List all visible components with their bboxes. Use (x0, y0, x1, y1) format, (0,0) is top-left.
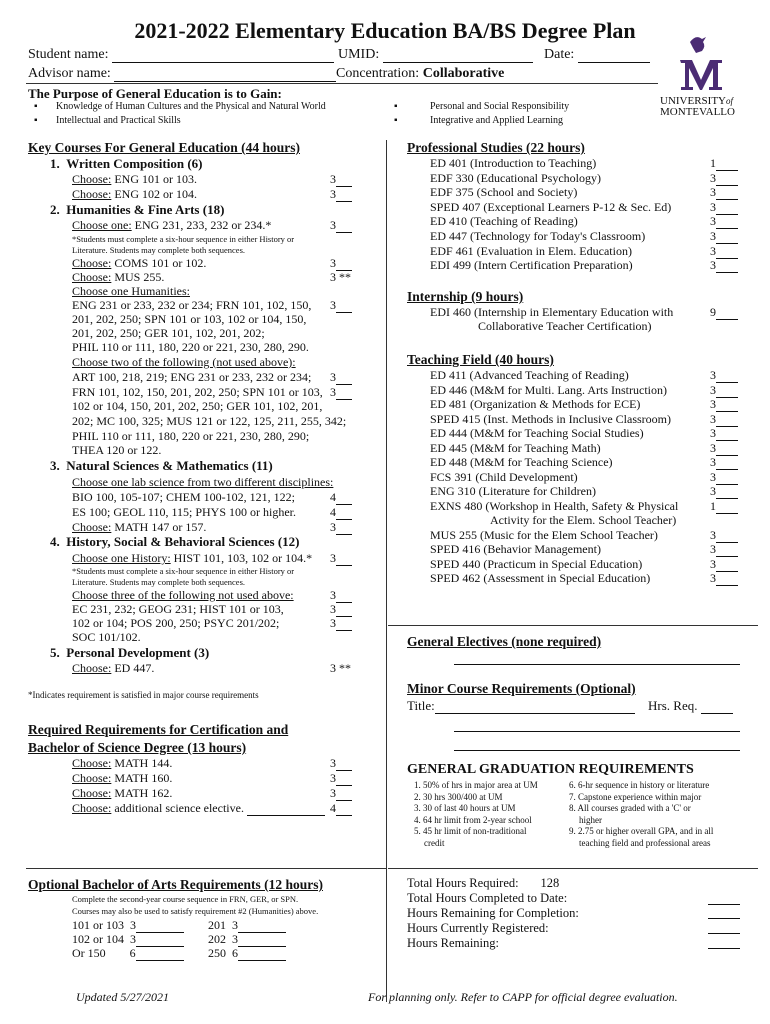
hours-blank[interactable]: 3 (330, 370, 352, 385)
section-rule (388, 868, 758, 869)
purpose-bullet: ▪ Integrative and Applied Learning (394, 115, 564, 126)
hours-blank[interactable]: 3 (330, 602, 352, 617)
purpose-bullet: ▪ Intellectual and Practical Skills (34, 115, 181, 126)
course-line: 102 or 104; POS 200, 250; PSYC 201/202; (72, 616, 280, 630)
minor-title-field[interactable]: Title: (407, 698, 635, 714)
date-label: Date: (544, 47, 575, 62)
course-line: SPED 415 (Inst. Methods in Inclusive Classroom) (430, 411, 671, 426)
graduation-item: 7. Capstone experience within major (569, 791, 702, 802)
hours-blank[interactable]: 3 (710, 200, 738, 215)
course-line: EDF 375 (School and Society) (430, 185, 578, 200)
hours-blank[interactable]: 3 (710, 214, 738, 229)
course-line: Choose two of the following (not used above): (72, 355, 296, 369)
course-line: Choose: MATH 162. (72, 786, 173, 800)
hours-blank[interactable]: 9 (710, 305, 738, 320)
section-rule (388, 625, 758, 626)
course-line: Choose one lab science from two different disciplines: (72, 475, 334, 489)
course-line: Choose one Humanities: (72, 284, 190, 298)
graduation-item: 2. 30 hrs 300/400 at UM (414, 791, 503, 802)
course-line: 201, 202, 250; SPN 101 or 103, 102 or 104, 150, (72, 312, 307, 326)
hours-blank[interactable]: 3 (330, 187, 352, 202)
course-line: ED 401 (Introduction to Teaching) (430, 156, 597, 170)
ba-row[interactable]: 202 3 (208, 932, 286, 947)
minor-blank[interactable] (454, 750, 740, 751)
graduation-list-left (414, 780, 538, 849)
written-composition-heading: 1. Written Composition (6) (50, 156, 203, 171)
hours-blank[interactable]: 3 (710, 455, 738, 470)
hours-blank[interactable]: 3 (710, 470, 738, 485)
natural-sciences-heading: 3. Natural Sciences & Mathematics (11) (50, 458, 273, 473)
date-field[interactable] (544, 47, 650, 63)
ba-row[interactable]: 101 or 103 3 (72, 918, 184, 933)
graduation-item: 4. 64 hr limit from 2-year school (414, 814, 532, 825)
hours-blank[interactable]: 3 (710, 368, 738, 383)
hours-blank[interactable]: 3 (330, 771, 352, 786)
hours-blank[interactable]: 3 (330, 520, 352, 535)
total-completed: Total Hours Completed to Date: (407, 891, 568, 905)
indicates-note: *Indicates requirement is satisfied in major course requirements (28, 690, 259, 700)
totals-blank[interactable] (708, 948, 740, 949)
course-line: ED 481 (Organization & Methods for ECE) (430, 397, 641, 411)
course-line: 102 or 104, 150, 201, 202, 250; GER 101, 102, 201, (72, 399, 323, 413)
purpose-bullet: ▪ Personal and Social Responsibility (394, 101, 570, 112)
course-line: EDI 499 (Intern Certification Preparation) (430, 258, 633, 273)
course-line: ED 444 (M&M for Teaching Social Studies) (430, 426, 644, 440)
note: Literature. Students may complete both sequences. (72, 577, 246, 587)
graduation-item: 8. All courses graded with a 'C' or (569, 803, 691, 813)
hours-blank[interactable]: 3 (710, 528, 738, 543)
totals-blank[interactable] (708, 904, 740, 905)
graduation-item: teaching field and professional areas (579, 837, 711, 848)
purpose-bullet: ▪ Knowledge of Human Cultures and the Physical and Natural World (34, 101, 326, 112)
course-line: PHIL 110 or 111, 180, 220 or 221, 230, 280, 290. (72, 340, 309, 354)
advisor-name-field[interactable] (28, 66, 336, 82)
note: *Students must complete a six-hour sequence in either History or (72, 234, 295, 244)
course-line: SPED 440 (Practicum in Special Education) (430, 556, 643, 571)
course-line: Choose one History: HIST 101, 103, 102 or 104.* (72, 551, 313, 565)
hours-blank[interactable]: 3 (710, 426, 738, 441)
hours-blank[interactable]: 3 (330, 256, 352, 271)
course-line: THEA 120 or 122. (72, 443, 162, 457)
hours-blank[interactable]: 3 (330, 616, 352, 631)
personal-development-heading: 5. Personal Development (3) (50, 645, 210, 660)
updated-date: Updated 5/27/2021 (76, 990, 169, 1004)
graduation-item: 3. 30 of last 40 hours at UM (414, 803, 516, 813)
certification-heading: Required Requirements for Certification and (28, 722, 289, 737)
note: *Students must complete a six-hour sequence in either History or (72, 566, 295, 576)
course-line: EDF 461 (Evaluation in Elem. Education) (430, 243, 632, 258)
minor-heading: Minor Course Requirements (Optional) (407, 681, 636, 696)
course-line: ART 100, 218, 219; ENG 231 or 233, 232 or 234; (72, 370, 312, 384)
hours-blank[interactable]: 4 (330, 490, 352, 505)
hours-blank[interactable]: 3 (330, 218, 352, 233)
hours-blank[interactable]: 4 (330, 505, 352, 520)
electives-blank[interactable] (454, 664, 740, 665)
course-line: Choose: MATH 144. (72, 756, 173, 770)
course-line: EDF 330 (Educational Psychology) (430, 170, 601, 185)
internship-heading: Internship (9 hours) (407, 289, 524, 304)
course-line: Choose: MATH 147 or 157. (72, 520, 207, 534)
totals-blank[interactable] (708, 933, 740, 934)
course-line: Choose three of the following not used above: (72, 588, 294, 602)
section-rule (26, 868, 386, 869)
course-line: ENG 231 or 233, 232 or 234; FRN 101, 102, 150, (72, 298, 312, 312)
course-line: Activity for the Elem. School Teacher) (490, 513, 677, 527)
totals-blank[interactable] (708, 918, 740, 919)
course-line: ED 447 (Technology for Today's Classroom) (430, 229, 646, 243)
course-line: ED 410 (Teaching of Reading) (430, 214, 578, 229)
ba-row[interactable]: 102 or 104 3 (72, 932, 184, 947)
course-line: ED 445 (M&M for Teaching Math) (430, 440, 601, 455)
graduation-item: higher (579, 814, 602, 825)
course-line: ENG 310 (Literature for Children) (430, 484, 596, 498)
hours-blank[interactable]: 3 (710, 258, 738, 273)
concentration: Concentration: Collaborative (336, 66, 505, 81)
course-line: BIO 100, 105-107; CHEM 100-102, 121, 122; (72, 490, 295, 504)
ba-row[interactable]: Or 150 6 (72, 946, 184, 961)
hours-blank[interactable]: 3 (710, 441, 738, 456)
hours-blank[interactable]: 3 (710, 484, 738, 499)
graduation-heading: GENERAL GRADUATION REQUIREMENTS (407, 762, 694, 777)
course-line: FCS 391 (Child Development) (430, 469, 578, 484)
umid-label: UMID: (338, 47, 380, 62)
course-line: SPED 462 (Assessment in Special Education) (430, 571, 651, 585)
certification-heading: Bachelor of Science Degree (13 hours) (28, 740, 247, 755)
hours-blank[interactable]: 3 (710, 244, 738, 259)
course-line: SOC 101/102. (72, 630, 141, 644)
page-title: 2021-2022 Elementary Education BA/BS Degree Plan (134, 18, 636, 43)
graduation-item: credit (424, 837, 445, 848)
purpose-heading: The Purpose of General Education is to Gain: (28, 86, 282, 101)
course-line: Collaborative Teacher Certification) (478, 319, 652, 333)
hours-blank[interactable]: 3 (330, 385, 352, 400)
graduation-item: 1. 50% of hrs in major area at UM (414, 780, 538, 790)
course-line: 201, 202, 250; GER 101, 102, 201, 202; (72, 326, 265, 340)
course-line: ES 100; GEOL 110, 115; PHYS 100 or higher. (72, 505, 296, 519)
course-line: Choose: MATH 160. (72, 771, 173, 785)
hours-blank[interactable]: 3 ** (330, 270, 351, 284)
hours-blank[interactable]: 3 (330, 298, 352, 313)
column-divider (386, 140, 387, 1002)
hours-blank[interactable]: 3 (330, 756, 352, 771)
hours-blank[interactable]: 3 (710, 229, 738, 244)
history-social-heading: 4. History, Social & Behavioral Sciences (12) (50, 534, 300, 549)
advisor-label: Advisor name: (28, 66, 111, 81)
graduation-list-right (569, 780, 713, 849)
university-logo-text: UNIVERSITYof MONTEVALLO (660, 95, 735, 118)
course-line: PHIL 110 or 111, 180, 220 or 221, 230, 280, 290; (72, 429, 310, 443)
hours-remaining-completion: Hours Remaining for Completion: (407, 906, 579, 920)
ba-row[interactable]: 250 6 (208, 946, 286, 961)
hours-blank[interactable]: 3 (710, 185, 738, 200)
hours-blank[interactable]: 3 (710, 397, 738, 412)
key-courses-heading: Key Courses For General Education (44 hours) (28, 140, 300, 155)
course-line: EDI 460 (Internship in Elementary Education with (430, 305, 674, 319)
course-line: Choose: COMS 101 or 102. (72, 256, 207, 270)
teaching-field-heading: Teaching Field (40 hours) (407, 352, 554, 367)
hours-blank[interactable]: 3 (330, 172, 352, 187)
course-line: SPED 407 (Exceptional Learners P-12 & Sec. Ed) (430, 199, 672, 214)
hours-blank[interactable]: 1 (710, 499, 738, 514)
montevallo-logo-icon (676, 32, 726, 94)
planning-note: For planning only. Refer to CAPP for official degree evaluation. (368, 990, 678, 1004)
concentration-value: Collaborative (422, 66, 505, 81)
minor-hours-field[interactable]: Hrs. Req. (648, 698, 733, 714)
course-line: Choose: ENG 102 or 104. (72, 187, 198, 201)
hours-blank[interactable]: 1 (710, 156, 738, 171)
course-line: Choose: ED 447. (72, 661, 155, 675)
course-line: ED 411 (Advanced Teaching of Reading) (430, 368, 629, 382)
course-line: ED 448 (M&M for Teaching Science) (430, 455, 613, 469)
course-line: EXNS 480 (Workshop in Health, Safety & Physical (430, 498, 679, 513)
course-line: ED 446 (M&M for Multi. Lang. Arts Instruction) (430, 382, 667, 397)
student-name-label: Student name: (28, 47, 109, 62)
minor-blank[interactable] (454, 731, 740, 732)
professional-heading: Professional Studies (22 hours) (407, 140, 585, 155)
note: Courses may also be used to satisfy requirement #2 (Humanities) above. (72, 906, 319, 916)
hours-blank[interactable]: 3 (710, 557, 738, 572)
hours-registered: Hours Currently Registered: (407, 921, 549, 935)
ba-row[interactable]: 201 3 (208, 918, 286, 933)
hours-blank[interactable]: 3 (710, 571, 738, 586)
course-line: EC 231, 232; GEOG 231; HIST 101 or 103, (72, 602, 284, 616)
course-line: MUS 255 (Music for the Elem School Teacher) (430, 527, 658, 542)
course-line: 202; MC 100, 325; MUS 121 or 122, 125, 211, 255, 342; (72, 414, 347, 428)
student-name-field[interactable] (28, 47, 334, 63)
hours-blank[interactable]: 3 (710, 412, 738, 427)
note: Literature. Students may complete both sequences. (72, 245, 246, 255)
hours-blank[interactable]: 3 (330, 588, 352, 603)
hours-blank[interactable]: 3 ** (330, 661, 351, 675)
electives-heading: General Electives (none required) (407, 634, 602, 649)
hours-blank[interactable]: 3 (330, 786, 352, 801)
hours-remaining: Hours Remaining: (407, 936, 500, 950)
graduation-item: 5. 45 hr limit of non-traditional (414, 826, 527, 836)
hours-blank[interactable]: 3 (330, 551, 352, 566)
graduation-item: 6. 6-hr sequence in history or literature (569, 780, 710, 790)
course-line: SPED 416 (Behavior Management) (430, 542, 601, 556)
note: Complete the second-year course sequence in FRN, GER, or SPN. (72, 894, 299, 904)
header-rule (26, 83, 658, 84)
hours-blank[interactable]: 3 (710, 171, 738, 186)
course-line: Choose: MUS 255. (72, 270, 165, 284)
course-line: Choose: ENG 101 or 103. (72, 172, 198, 186)
hours-blank[interactable]: 3 (710, 383, 738, 398)
humanities-heading: 2. Humanities & Fine Arts (18) (50, 202, 225, 217)
umid-field[interactable] (338, 47, 533, 63)
graduation-item: 9. 2.75 or higher overall GPA, and in all (569, 826, 714, 836)
course-line: FRN 101, 102, 150, 201, 202, 250; SPN 101 or 103, (72, 385, 323, 399)
hours-blank[interactable]: 3 (710, 542, 738, 557)
ba-heading: Optional Bachelor of Arts Requirements (12 hours) (28, 877, 323, 892)
total-required: Total Hours Required: 128 (407, 876, 560, 890)
course-line: Choose: additional science elective. (72, 801, 325, 816)
course-line: Choose one: ENG 231, 233, 232 or 234.* (72, 218, 272, 232)
hours-blank[interactable]: 4 (330, 801, 352, 816)
